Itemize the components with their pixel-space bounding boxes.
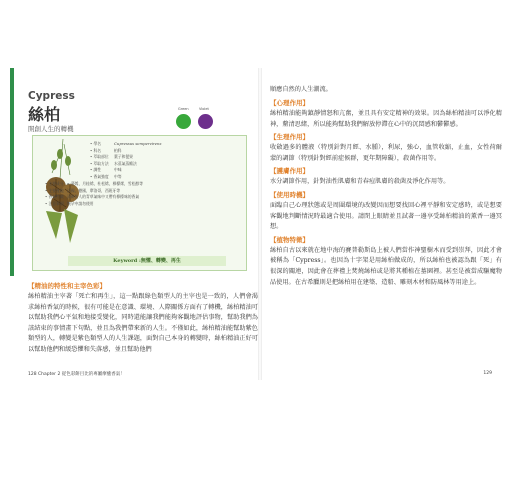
right-folio: 129 <box>483 371 492 376</box>
section-body: 面臨自己心理狀態或是周圍環境的改變因而想要找回心裡平靜和安定感時，或是想要客觀地判斷情況時最適合使用。請閉上眼睛並且試著一邊享受絲柏精油的薰香一邊冥想。 <box>270 201 502 231</box>
section-body: 絲柏自古以來就在地中海的賽普勒斯島上被人們當作神聖樹木而受到崇拜，因此才會被稱為「Cypress」。也因為十字架是用絲柏做成的，所以絲柏也被認為跟「死」有很深的關連，因此會在葬禮上焚燒絲柏或是將其種植在墓園裡。甚至是被當成驅魔物品使用。在古希臘則是把絲柏用在建築、造船、雕刻木材和防風林等用途上。 <box>270 246 502 286</box>
color-label-green: Green <box>178 107 189 111</box>
left-page <box>10 68 258 380</box>
section-body: 水分調節作用，針對油性肌膚和青春痘肌膚的殺菌及淨化作用等。 <box>270 178 450 186</box>
section-heading: 【心理作用】 <box>270 99 309 107</box>
section-body: 絲柏精油能夠鎮靜情怒和亢奮，並且具有安定精神的效果。因為絲柏精油可以淨化精神，釐清思緒，所以能夠幫助我們解放停滯在心中的沉悶感和鬱鬱感。 <box>270 110 502 128</box>
section-heading: 【生理作用】 <box>270 133 309 142</box>
characteristics-section <box>28 281 258 356</box>
oil-name-english: Cypress <box>28 90 75 102</box>
section-body: 收斂過多的體液（特別針對月經、水腫），利尿，強心，血管收縮，止血，女性荷爾蒙的調節（特別針對經前症候群，更年期障礙），殺菌作用等。 <box>270 144 502 162</box>
oil-name-chinese: 絲柏 <box>28 105 61 124</box>
property-row: • 香氣特徵 清新怡人的青草氣味中又帶有檸檬味的香氣 <box>45 194 140 199</box>
fact-row: • 科名 柏科 <box>90 147 122 153</box>
section-body: 絲柏精油主宰著「死亡和再生」，這一點跟綠色類型人的主宰也是一致的，人們會渴求絲柏香氣的時候，很有可能是在意識、環境、人際關係方面有了轉機，絲柏精油可以幫助我們心平氣和地接受變化，同時還能讓我們能夠客觀地評估事物，幫助我們為該結束的事情畫下句點，並且為我們帶來新的人生。不僅如此，絲柏精油能幫助紫色類型的人，轉變是紫色類型人的人生課題，面對自己本身的轉變時，絲柏精油正好可以幫助他們和緩恐懼和失落感，並且幫助他們 <box>28 293 258 353</box>
section-heading: 【使用時機】 <box>270 190 309 199</box>
right-page <box>262 68 510 380</box>
fact-row: • 香氣強度 中等 <box>90 173 122 179</box>
botanical-facts <box>90 141 240 180</box>
property-row: • 主要成分 α-蒎烯，月桂烯，杜松烯，檸檬烯，雪松醇等 <box>45 181 143 186</box>
section-heading: 【精油的特性和主宰色彩】 <box>28 282 106 290</box>
keyword-bar: Keyword :無懼、轉變、再生 <box>68 256 226 266</box>
right-column <box>270 96 502 288</box>
section-heading: 【護膚作用】 <box>270 167 309 176</box>
section-heading: 【植物特徵】 <box>270 235 309 244</box>
color-dot-green <box>176 114 191 129</box>
property-row: • 主要產地 法國，德國，摩洛哥，西班牙等 <box>45 187 121 193</box>
chapter-tab <box>10 68 14 276</box>
left-folio: 128 Chapter 2 從色彩餅目比的專屬療癒香氣！ <box>28 372 125 377</box>
fact-row: • 學名 Cupressus sempervirens <box>90 141 162 146</box>
fact-row: • 萃取方法 水蒸氣蒸餾法 <box>90 160 137 166</box>
fact-row: • 萃取部位 葉子和毬果 <box>90 154 133 159</box>
oil-subtitle: 開創人生的轉機 <box>28 125 74 133</box>
fact-row: • 調性 中味 <box>90 167 122 172</box>
color-label-violet: Violet <box>199 107 209 111</box>
color-dot-violet <box>198 114 213 129</box>
oil-properties <box>45 181 240 207</box>
continued-text: 順應自然的人生潮流。 <box>270 86 332 93</box>
property-row: • 注意事項 懷孕中請勿使用 <box>45 200 94 206</box>
